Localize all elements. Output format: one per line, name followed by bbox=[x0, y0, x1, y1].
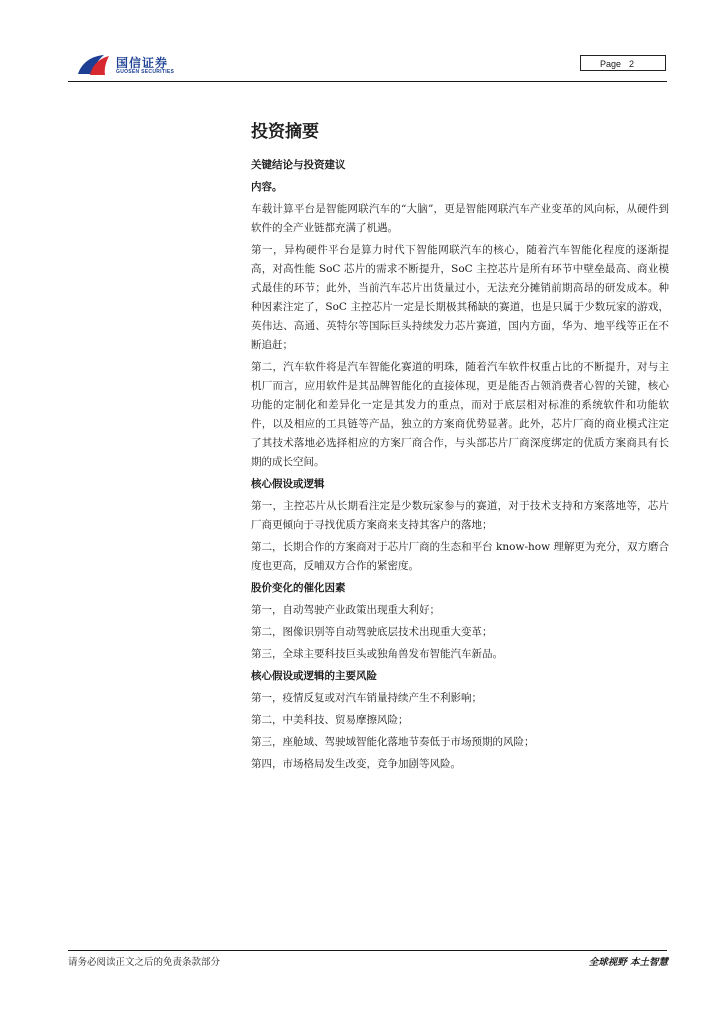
page-number: 2 bbox=[629, 59, 635, 69]
paragraph: 第四，市场格局发生改变，竞争加剧等风险。 bbox=[251, 758, 461, 770]
page-indicator bbox=[580, 55, 666, 71]
company-logo bbox=[76, 52, 196, 80]
page-label: Page bbox=[600, 59, 622, 69]
paragraph: 第二，图像识别等自动驾驶底层技术出现重大变革； bbox=[251, 626, 493, 638]
paragraph: 第一，主控芯片从长期看注定是少数玩家参与的赛道，对于技术支持和方案落地等，芯片厂商更倾向于寻找优质方案商来支持其客户的落地； bbox=[251, 500, 669, 531]
page-title: 投资摘要 bbox=[251, 122, 319, 142]
guosen-logo-mark-icon bbox=[76, 52, 112, 78]
paragraph: 第三，座舱域、驾驶域智能化落地节奏低于市场预期的风险； bbox=[251, 736, 535, 748]
paragraph: 第三，全球主要科技巨头或独角兽发布智能汽车新品。 bbox=[251, 648, 503, 660]
footer-divider bbox=[68, 950, 667, 951]
paragraph: 第二，中美科技、贸易摩擦风险； bbox=[251, 714, 409, 726]
header-divider bbox=[68, 81, 667, 82]
paragraph: 第一，疫情反复或对汽车销量持续产生不利影响； bbox=[251, 692, 482, 704]
brand-name-en: GUOSEN SECURITIES bbox=[116, 69, 175, 75]
section-heading: 内容。 bbox=[251, 181, 283, 193]
section-heading: 核心假设或逻辑 bbox=[251, 478, 325, 490]
paragraph: 第二，汽车软件将是汽车智能化赛道的明珠，随着汽车软件权重占比的不断提升，对与主机厂而言，应用软件是其品牌智能化的直接体现，更是能否占领消费者心智的关键，核心功能的定制化和差异化一定是其发力的重点，而对于底层相对标准的系统软件和功能软件，以及相应的工具链等产品，独立的方案商优势显著。此外，芯片厂商的商业模式注定了其技术落地必选择相应的方案厂商合作，与头部芯片厂商深度绑定的优质方案商具有长期的成长空间。 bbox=[251, 361, 669, 468]
paragraph: 第二，长期合作的方案商对于芯片厂商的生态和平台 know-how 理解更为充分，双方磨合度也更高，反哺双方合作的紧密度。 bbox=[251, 541, 669, 572]
footer-disclaimer: 请务必阅读正文之后的免责条款部分 bbox=[68, 957, 221, 968]
section-heading: 核心假设或逻辑的主要风险 bbox=[251, 670, 377, 682]
paragraph: 第一，自动驾驶产业政策出现重大利好； bbox=[251, 604, 440, 616]
section-heading: 股价变化的催化因素 bbox=[251, 582, 346, 594]
report-body bbox=[251, 120, 669, 774]
footer-slogan: 全球视野 本土智慧 bbox=[588, 957, 668, 968]
brand-name-cn: 国信证券 bbox=[116, 56, 169, 70]
paragraph: 车载计算平台是智能网联汽车的“大脑”，更是智能网联汽车产业变革的风向标，从硬件到软件的全产业链都充满了机遇。 bbox=[251, 203, 669, 234]
section-heading: 关键结论与投资建议 bbox=[251, 159, 346, 171]
paragraph: 第一，异构硬件平台是算力时代下智能网联汽车的核心，随着汽车智能化程度的逐渐提高，对高性能 SoC 芯片的需求不断提升，SoC 主控芯片是所有环节中壁垒最高、商业模式最佳的环节；此外，当前汽车芯片出货量过小，无法充分摊销前期高昂的研发成本。种种因素注定了，SoC 主控芯片一定是长期极其稀缺的赛道，也是只属于少数玩家的游戏，英伟达、高通、英特尔等国际巨头持续发力芯片赛道，国内方面，华为、地平线等正在不断追赶； bbox=[251, 244, 669, 351]
